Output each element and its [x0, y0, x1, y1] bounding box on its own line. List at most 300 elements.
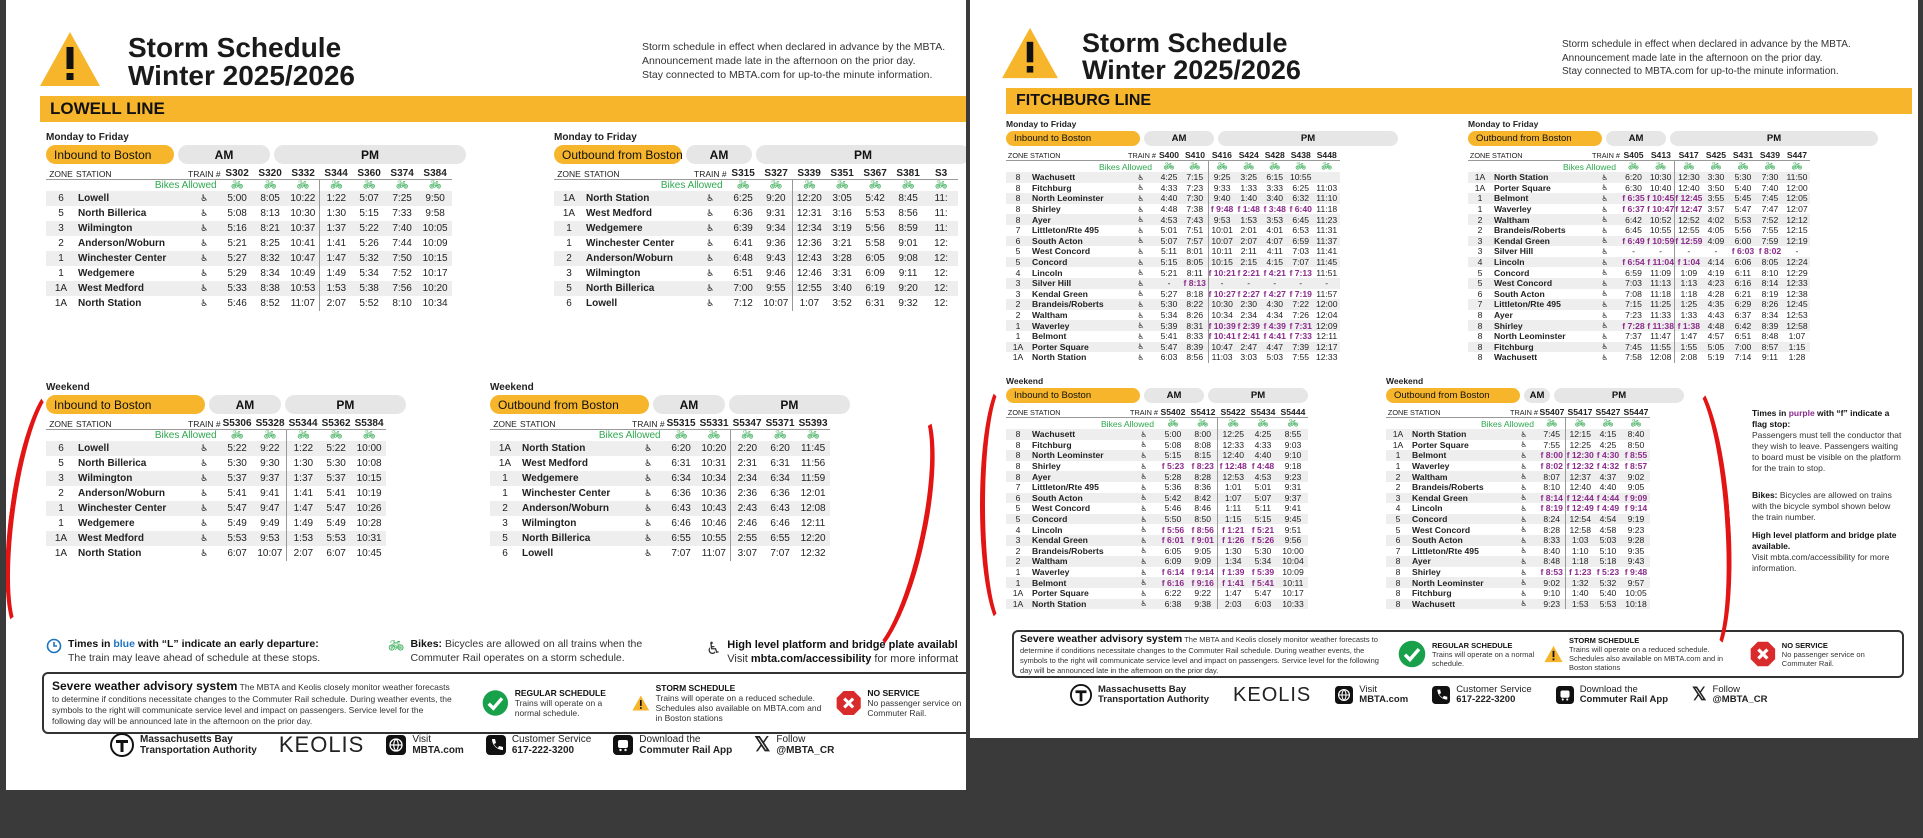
table-row: [1468, 257, 1810, 268]
station-name: Belmont: [1032, 331, 1067, 342]
time-cell: 9:36: [766, 238, 786, 249]
time-cell: 4:28: [1707, 288, 1725, 299]
zone-cell: 2: [490, 501, 520, 516]
time-cell: 8:26: [1756, 299, 1783, 310]
time-cell: 5:30: [1156, 299, 1182, 310]
table-row: [1006, 461, 1308, 472]
station-name: North Station: [1492, 172, 1590, 183]
table-row: [554, 296, 958, 311]
time-cell: 5:03: [1266, 352, 1284, 363]
legend-desc: for more informat: [871, 653, 959, 666]
time-cell: 5:49: [326, 518, 346, 529]
time-cell: 9:22: [254, 441, 287, 456]
wheelchair-icon: ♿︎: [1130, 493, 1158, 504]
time-cell: 8:11: [1186, 267, 1203, 278]
table-row: [1006, 429, 1308, 440]
time-cell: 5:46: [1164, 503, 1182, 514]
train-number: S332: [287, 168, 320, 180]
time-cell: 9:55: [760, 281, 793, 296]
time-cell: f 6:14: [1161, 567, 1185, 578]
time-cell: 5:30: [326, 458, 346, 469]
time-cell: 7:59: [1756, 236, 1783, 247]
table-row: [1386, 599, 1650, 610]
time-cell: 6:36: [671, 488, 691, 499]
wheelchair-icon: ♿︎: [200, 208, 209, 218]
time-cell: 12:: [934, 298, 949, 309]
time-cell: 1:15: [1218, 514, 1248, 525]
zone-cell: 2: [1006, 299, 1030, 310]
station-name: North Station: [584, 191, 694, 206]
time-cell: 6:15: [1262, 172, 1288, 183]
station-header: STATION: [1030, 150, 1126, 161]
time-cell: 3:03: [1240, 352, 1258, 363]
weather-advisory-box: [1012, 630, 1904, 678]
intro-line: Storm schedule in effect when declared in advance by the MBTA.: [1562, 39, 1851, 50]
zone-cell: 2: [1015, 310, 1021, 321]
table-row: [1386, 450, 1650, 461]
customer-service[interactable]: [486, 734, 591, 756]
table-row: [1006, 450, 1308, 461]
time-cell: f 8:13: [1182, 278, 1208, 289]
time-cell: f 8:02: [1758, 246, 1782, 257]
time-cell: 1:49: [320, 266, 353, 281]
wheelchair-icon: ♿︎: [1590, 342, 1620, 353]
schedule-period-label: Monday to Friday: [46, 132, 129, 143]
time-cell: 3:57: [1707, 204, 1725, 215]
bicycle-icon: 🚲︎: [1710, 161, 1722, 171]
table-row: [1006, 214, 1340, 225]
station-name: Brandeis/Roberts: [1030, 299, 1126, 310]
train-number: S351: [826, 168, 859, 180]
time-cell: 7:15: [1620, 299, 1647, 310]
time-cell: 5:03: [1594, 535, 1622, 546]
zone-cell: 1: [1015, 567, 1021, 578]
schedule-period-label: Weekend: [1006, 376, 1044, 386]
inbound-direction-pill: Inbound to Boston: [1006, 388, 1140, 403]
time-cell: 12:15: [1566, 429, 1594, 440]
station-header: STATION: [584, 168, 694, 180]
time-cell: f 12:49: [1566, 503, 1594, 514]
table-row: [1468, 299, 1810, 310]
bicycle-icon: 🚲︎: [674, 430, 688, 441]
bikes-allowed-label: Bikes Allowed: [154, 180, 217, 191]
time-cell: 12:55: [1675, 225, 1703, 236]
time-cell: 6:20: [764, 441, 797, 456]
direction-header: [1468, 131, 1890, 146]
zone-header: ZONE: [1387, 407, 1409, 417]
bicycle-icon: 🚲︎: [428, 180, 442, 191]
zone-cell: 8: [1477, 352, 1483, 363]
train-number: S315: [727, 168, 760, 180]
table-row: [1468, 236, 1810, 247]
station-name: North Station: [520, 441, 632, 456]
time-cell: 4:15: [1262, 257, 1288, 268]
time-cell: 11:45: [1314, 257, 1340, 268]
time-cell: f 3:48: [1263, 204, 1286, 215]
wheelchair-icon: ♿︎: [1140, 546, 1148, 556]
table-row: [1006, 320, 1340, 331]
time-cell: 5:38: [353, 281, 386, 296]
time-cell: 6:39: [727, 221, 760, 236]
time-cell: 12:20: [797, 531, 830, 546]
table-row: [46, 456, 386, 471]
time-cell: 8:19: [1761, 288, 1779, 299]
time-cell: 5:46: [227, 298, 247, 309]
legend-text: Bikes:: [410, 638, 443, 650]
time-cell: 5:34: [359, 268, 379, 279]
time-cell: f 4:48: [1251, 461, 1275, 472]
zone-cell: 5: [58, 208, 64, 219]
train-number: S320: [254, 168, 287, 180]
zone-cell: 2: [58, 488, 64, 499]
train-number: S5393: [797, 418, 830, 430]
table-row: [1386, 440, 1650, 451]
time-cell: 9:22: [1194, 588, 1212, 599]
wheelchair-icon: ♿︎: [1126, 257, 1156, 268]
x-logo-icon: 𝕏: [1692, 684, 1707, 705]
download-app[interactable]: [1556, 685, 1668, 706]
time-cell: 10:43: [698, 501, 731, 516]
station-name: West Medford: [76, 531, 188, 546]
table-row: [1468, 183, 1810, 194]
time-cell: 12:09: [1314, 320, 1340, 331]
station-name: Wedgemere: [78, 518, 135, 529]
time-cell: f 8:00: [1538, 450, 1566, 461]
train-number: S5371: [764, 418, 797, 430]
time-cell: 2:34: [1240, 310, 1258, 321]
time-cell: 2:20: [731, 441, 764, 456]
station-name: Littleton/Rte 495: [1032, 482, 1099, 493]
weekend-outbound-table: [1386, 376, 1716, 609]
legend-text: Bikes:: [1752, 490, 1778, 500]
time-cell: 8:28: [1543, 524, 1561, 535]
zone-header: ZONE: [490, 418, 520, 430]
visit-website[interactable]: [386, 734, 463, 756]
time-cell: 11:09: [1650, 267, 1672, 278]
bicycle-icon: 🚲︎: [1675, 161, 1703, 173]
zone-cell: 6: [1477, 288, 1483, 299]
time-cell: 6:03: [1248, 599, 1278, 610]
table-row: [1006, 183, 1340, 194]
time-cell: f 11:38: [1647, 320, 1674, 331]
time-cell: 8:42: [1188, 493, 1218, 504]
bicycle-icon: 🚲︎: [1243, 161, 1255, 171]
time-cell: 7:40: [386, 221, 419, 236]
time-cell: 6:16: [1729, 278, 1756, 289]
time-cell: 4:15: [1594, 429, 1622, 440]
time-cell: 9:20: [760, 191, 793, 206]
time-cell: 11:57: [1316, 288, 1338, 299]
timetable: [490, 418, 830, 561]
wheelchair-icon: ♿︎: [1520, 503, 1528, 513]
pm-header: PM: [1670, 131, 1878, 146]
train-number: S381: [892, 168, 925, 180]
time-cell: 6:07: [227, 548, 247, 559]
station-name: North Leominster: [1410, 577, 1510, 588]
time-cell: 5:07: [1156, 236, 1182, 247]
train-number-header: TRAIN #: [188, 418, 221, 429]
time-cell: 12:25: [1566, 440, 1594, 451]
wheelchair-icon: ♿︎: [694, 221, 727, 236]
time-cell: f 10:21: [1208, 267, 1236, 278]
column-header-row: [1468, 150, 1810, 161]
time-cell: 10:11: [1278, 577, 1308, 588]
time-cell: 11:59: [797, 471, 830, 486]
station-name: Wilmington: [522, 518, 577, 529]
regular-label: REGULAR SCHEDULE: [514, 688, 606, 698]
wheelchair-icon: ♿︎: [706, 208, 715, 218]
time-cell: f 8:19: [1540, 503, 1563, 514]
column-header-row: [46, 168, 452, 180]
time-cell: 2:36: [731, 486, 764, 501]
time-cell: 8:39: [1182, 342, 1208, 353]
time-cell: 12:11: [800, 518, 826, 529]
station-name: Winchester Center: [76, 251, 188, 266]
station-name: Ayer: [1494, 310, 1513, 321]
line-banner: FITCHBURG LINE: [1006, 88, 1912, 114]
time-cell: 9:09: [1188, 556, 1218, 567]
time-cell: -: [1262, 278, 1288, 289]
bicycle-icon: 🚲︎: [1602, 418, 1614, 428]
table-row: [46, 516, 386, 531]
time-cell: 5:11: [1254, 503, 1272, 514]
station-name: South Acton: [1410, 535, 1510, 546]
bicycle-icon: 🚲︎: [769, 180, 783, 191]
time-cell: 1:37: [320, 221, 353, 236]
time-cell: f 8:14: [1538, 493, 1566, 504]
zone-cell: 1: [1386, 450, 1410, 461]
station-name: Shirley: [1032, 204, 1061, 215]
time-cell: 8:07: [1538, 471, 1566, 482]
time-cell: 11:: [925, 221, 958, 236]
bicycle-icon: 🚲︎: [835, 180, 849, 191]
time-cell: f 5:23: [1161, 461, 1185, 472]
time-cell: 12:36: [793, 236, 826, 251]
time-cell: 8:22: [1182, 299, 1208, 310]
time-cell: 11:23: [1314, 214, 1340, 225]
footer: [110, 728, 966, 762]
bicycle-icon: 🚲︎: [395, 180, 409, 191]
time-cell: 12:30: [1675, 172, 1703, 183]
table-row: [1386, 524, 1650, 535]
time-cell: 10:55: [698, 531, 731, 546]
time-cell: 12:11: [1316, 331, 1338, 342]
visit-website[interactable]: [1335, 685, 1408, 706]
table-row: [46, 501, 386, 516]
time-cell: 10:53: [287, 281, 320, 296]
time-cell: 1:10: [1566, 546, 1594, 557]
train-number: S5444: [1278, 407, 1308, 418]
no-service-label: NO SERVICE: [1781, 640, 1828, 650]
table-row: [1006, 535, 1308, 546]
warning-icon: [38, 30, 102, 88]
time-cell: 4:07: [1262, 236, 1288, 247]
time-cell: f 8:57: [1624, 461, 1648, 472]
weekday-outbound-table: [554, 132, 966, 311]
table-row: [1468, 278, 1810, 289]
time-cell: 9:57: [1622, 577, 1650, 588]
zone-cell: 3: [1468, 236, 1492, 247]
time-cell: 1:53: [320, 281, 353, 296]
time-cell: f 10:41: [1208, 331, 1236, 342]
checkmark-icon: [1398, 636, 1426, 672]
station-name: Ayer: [1410, 556, 1510, 567]
time-cell: 12:08: [797, 501, 830, 516]
station-name: Kendal Green: [1032, 288, 1088, 299]
pm-header: PM: [1208, 388, 1308, 403]
train-number: S439: [1756, 150, 1783, 161]
time-cell: 3:28: [826, 251, 859, 266]
station-header: STATION: [520, 418, 632, 430]
time-cell: 4:57: [1707, 331, 1725, 342]
train-number: S438: [1288, 150, 1314, 161]
time-cell: 9:41: [260, 488, 280, 499]
time-cell: 9:41: [1284, 503, 1302, 514]
bikes-row: [1468, 161, 1810, 173]
time-cell: 5:30: [1729, 172, 1756, 183]
time-cell: 10:07: [257, 548, 283, 559]
time-cell: 3:53: [1262, 214, 1288, 225]
zone-cell: 1A: [498, 458, 512, 469]
download-app[interactable]: [613, 734, 732, 756]
wheelchair-icon: ♿︎: [1510, 535, 1538, 546]
train-number: S5328: [254, 418, 287, 430]
accessibility-link[interactable]: mbta.com/accessibility: [750, 653, 872, 666]
pm-header: PM: [285, 395, 406, 414]
time-cell: 8:05: [1756, 257, 1783, 268]
time-cell: 7:38: [1186, 204, 1204, 215]
time-cell: 4:05: [1707, 225, 1725, 236]
time-cell: 11:37: [1314, 236, 1340, 247]
column-header-row: [1006, 407, 1308, 418]
legend-text: with “f” indicate a flag stop:: [1752, 408, 1890, 430]
table-row: [1006, 299, 1340, 310]
time-cell: 11:51: [1316, 267, 1338, 278]
time-cell: 12:40: [1566, 482, 1594, 493]
time-cell: 12:20: [793, 191, 826, 206]
time-cell: 12:05: [1783, 193, 1810, 204]
time-cell: 2:01: [1240, 225, 1258, 236]
time-cell: 9:02: [1538, 577, 1566, 588]
wheelchair-icon: ♿︎: [200, 268, 209, 278]
wheelchair-icon: ♿︎: [1126, 320, 1156, 331]
table-row: [1468, 320, 1810, 331]
station-name: Ayer: [1030, 471, 1130, 482]
zone-header: ZONE: [1007, 150, 1029, 160]
column-header-row: [1386, 407, 1650, 418]
time-cell: f 8:55: [1622, 450, 1650, 461]
time-cell: 10:55: [1649, 225, 1672, 236]
table-row: [1468, 267, 1810, 278]
wheelchair-icon: ♿︎: [644, 518, 653, 528]
time-cell: -: [1675, 246, 1703, 257]
time-cell: 1:07: [793, 296, 826, 311]
station-name: North Leominster: [1030, 193, 1126, 204]
wheelchair-icon: ♿︎: [706, 639, 722, 658]
station-name: North Billerica: [584, 281, 694, 296]
time-cell: 10:34: [1208, 310, 1236, 321]
time-cell: 2:07: [287, 546, 320, 561]
time-cell: 10:05: [1625, 588, 1647, 599]
time-cell: 8:39: [1756, 320, 1783, 331]
time-cell: 7:25: [386, 191, 419, 206]
time-cell: 11:55: [1647, 342, 1675, 353]
time-cell: 6:05: [859, 251, 892, 266]
table-row: [1006, 514, 1308, 525]
table-row: [1006, 267, 1340, 278]
time-cell: 1:13: [1675, 278, 1703, 289]
time-cell: 6:30: [1625, 182, 1642, 193]
legend-desc: The train may leave ahead of schedule at these stops.: [68, 651, 321, 664]
time-cell: 12:15: [1786, 225, 1808, 236]
wheelchair-icon: ♿︎: [1520, 546, 1528, 556]
time-cell: 12:29: [1786, 267, 1808, 278]
time-cell: 7:37: [1625, 331, 1642, 342]
wheelchair-icon: ♿︎: [1140, 461, 1148, 471]
timetable: [554, 168, 958, 311]
time-cell: 9:01: [898, 238, 918, 249]
wheelchair-icon: ♿︎: [1130, 429, 1158, 440]
time-cell: 12:45: [1783, 299, 1810, 310]
follow-x[interactable]: [754, 734, 834, 756]
time-cell: f 4:32: [1596, 461, 1620, 472]
time-cell: 7:00: [1729, 342, 1756, 353]
bikes-allowed-label: Bikes Allowed: [1480, 418, 1534, 429]
time-cell: 11:45: [797, 441, 830, 456]
train-number: S3: [925, 168, 958, 180]
zone-cell: 1A: [1386, 429, 1410, 440]
time-cell: 4:11: [1266, 246, 1283, 257]
time-cell: 8:36: [1194, 482, 1212, 493]
mbta-logo: [1070, 684, 1209, 706]
keolis-logo: KEOLIS: [1233, 684, 1312, 706]
time-cell: 5:30: [227, 458, 247, 469]
time-cell: 5:42: [859, 191, 892, 206]
time-cell: 5:41: [1160, 331, 1178, 342]
time-cell: 9:32: [898, 298, 918, 309]
time-cell: 1:53: [1566, 599, 1594, 610]
time-cell: f 6:03: [1731, 246, 1755, 257]
time-cell: 5:28: [1158, 471, 1188, 482]
time-cell: 8:46: [1194, 503, 1212, 514]
time-cell: f 7:28: [1620, 320, 1647, 331]
bicycle-icon: 🚲︎: [1630, 418, 1642, 428]
time-cell: 3:19: [826, 221, 859, 236]
station-name: Littleton/Rte 495: [1492, 299, 1590, 310]
zone-cell: 8: [1395, 567, 1401, 578]
wheelchair-icon: ♿︎: [1520, 588, 1528, 598]
time-cell: 6:41: [733, 238, 753, 249]
time-cell: 11:10: [1314, 193, 1340, 204]
time-cell: 8:21: [254, 221, 287, 236]
time-cell: 6:34: [764, 471, 797, 486]
time-cell: 10:19: [356, 488, 382, 499]
follow-x[interactable]: [1692, 685, 1768, 706]
wheelchair-icon: ♿︎: [1140, 482, 1148, 492]
time-cell: 6:55: [764, 531, 797, 546]
time-cell: 5:42: [1158, 493, 1188, 504]
time-cell: 8:55: [1278, 429, 1308, 440]
zone-cell: 6: [1006, 236, 1030, 247]
time-cell: 10:30: [1208, 299, 1236, 310]
no-service-item: [1750, 636, 1880, 672]
time-cell: 12:07: [1786, 204, 1808, 215]
table-row: [554, 191, 958, 206]
time-cell: 5:50: [1158, 514, 1188, 525]
customer-service[interactable]: [1432, 685, 1532, 706]
time-cell: f 5:26: [1248, 535, 1278, 546]
time-cell: f 8:23: [1191, 461, 1214, 472]
